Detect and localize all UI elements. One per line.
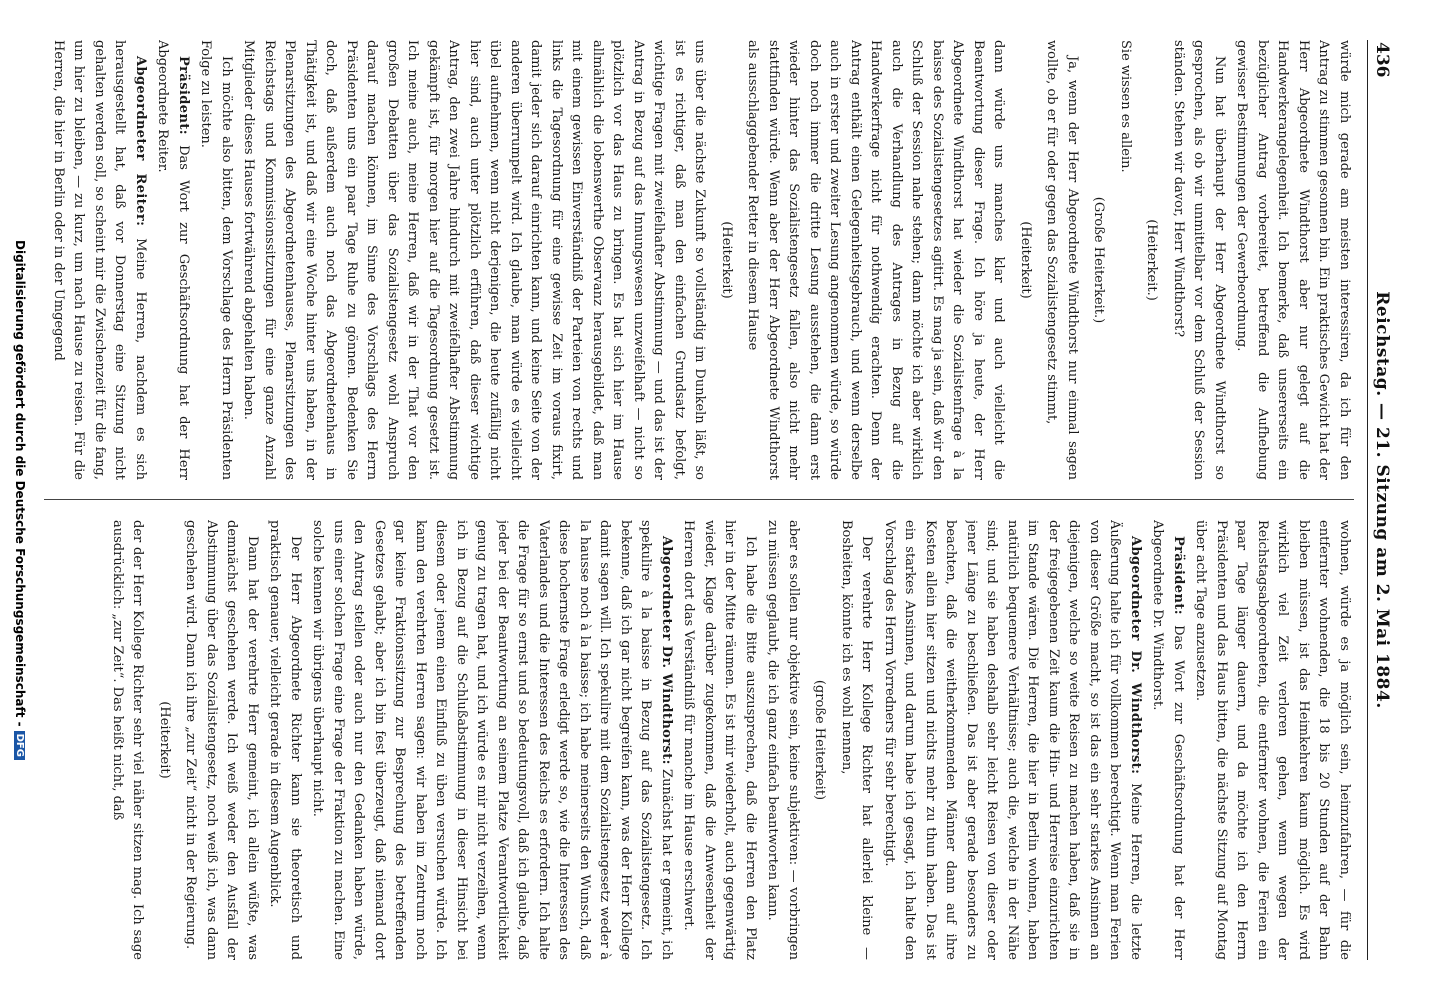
paragraph (836, 520, 877, 960)
interjection (1141, 40, 1162, 480)
paragraph-text: Meine Herren, nachdem es sich herausgestellt hat, daß vor Donnerstag eine Sitzung nicht gehalten werden soll, so scheint mir die Zwischenzeit für die fang, um hier zu bleiben, — zu kurz, um nach Hause zu reisen. Für die Herren, die hier in Berlin oder in der Umgegend (51, 40, 148, 480)
paragraph-text: dann würde uns manches klar und auch vielleicht die Beantwortung dieser Frage. Ich höre ja heute, der Herr Abgeordnete Windthorst hat wieder die Sozialistenfrage à la baisse des Sozialistengesetzes agitirt. Es mag ja sein, daß wir den Schluß der Session nahe stehen; dann möchte ich aber wirklich auch die Verhandlung des Antrages in Bezug auf die Handwerkerfrage nicht für nothwendig erachten. Denn der Antrag enthält einen Gelegenheitsgebrauch, und wenn derselbe auch in erster und zweiter Lesung angenommen würde, so würde doch noch immer die dritte Lesung ausstehen, die dann erst wieder hinter das Sozialistengesetz fallen, also nicht mehr stattfinden würde. Wenn aber der Herr Abgeordnete Windthorst als ausschlaggebender Retter in diesem Hause (745, 40, 1007, 480)
paragraph-text: uns über die nächste Zukunft so vollständig im Dunkeln läßt, so ist es richtiger, daß man den einfachen Grundsatz befolgt, wichtige Fragen mit zweifelhafter Abstimmung — und das ist der Antrag in Bezug auf das Innungswesen unzweifelhaft — nicht so plötzlich vor das Haus zu bringen. Es hat sich hier im Hause allmählich die lobenswerthe Observanz herausgebildet, daß man mit einem gewissen Einverständniß der Parteien von rechts und links die Tagesordnung für eine gewisse Zeit im voraus fixirt, damit jeder sich darauf einrichten kann, und keine Seite von der anderen überrumpelt wird. Ich glaube, man würde es vielleicht übel aufnehmen, wenn nicht derjenigen, die heute zufällig nicht hier sind, auch unter plötzlich erführen, daß dieser wichtige Antrag, den zwei Jahre hindurch mit zweifelhafter Abstimmung gekämpft ist, für morgen hier auf die Tagesordnung gesetzt ist. Ich meine auch, meine Herren, daß wir in der That vor den großen Debatten über das Sozialistengesetz wohl Anspruch darauf machen können, im Sinne des Vorschlags des Herrn Präsidenten uns ein paar Tage Ruhe zu gönnen. Bedenken Sie doch, daß außerdem auch noch das Abgeordnetenhaus in Thätigkeit ist, und daß wir eine Woche hinter uns haben, in der Plenarsitzungen des Abgeordnetenhauses, Plenarsitzungen des Reichstags und Kommissionssitzungen für eine ganze Anzahl Mitglieder dieses Hauses fortwährend abgehalten haben. (241, 40, 708, 480)
paragraph (48, 40, 151, 480)
paragraph (180, 520, 262, 960)
paragraph (742, 40, 1009, 480)
paragraph-text: (große Heiterkeit) (812, 679, 828, 801)
interjection (154, 520, 175, 960)
paragraph-text: Zunächst hat er gemeint, ich spekulire à la baisse in Bezug auf das Sozialistengesetz. Ich bekenne, daß ich gar nicht begreifen kann, was der Herr Kollege damit sagen will. Ich spekulire mit dem Sozialistengesetz weder à la hausse noch à la baisse; ich habe meinerseits den Wunsch, daß diese hochernste Frage erledigt werde so, wie die Interessen des Vaterlandes und die Interessen des Reichs es erfordern. Ich halte die Frage für so ernst und so bedeutungsvoll, daß ich glaube, daß jeder bei der Beantwortung an seinem Platze Verantwortlichkeit genug zu tragen hat, und ich würde es mir nicht verzeihen, wenn ich in Bezug auf die Schlußabstimmung in dieser Hinsicht bei diesem oder jenem einen Einfluß zu üben versuchen würde. Ich kann den verehrten Herren sagen: wir haben im Zentrum noch gar keine Fraktionssitzung zur Besprechung des betreffenden Gesetzes gehabt; aber ich bin fest überzeugt, daß niemand dort den Antrag stellen oder auch nur den Gedanken haben würde, uns einer solchen Frage eine Frage der Fraktion zu machen. Eine solche kennen wir übrigens überhaupt nicht. (310, 520, 674, 960)
paragraph (195, 40, 236, 480)
paragraph (1147, 520, 1188, 960)
paragraph (1231, 40, 1354, 480)
page-number: 436 (1372, 42, 1392, 78)
speaker-name: Abgeordneter Dr. Windthorst: (659, 536, 674, 765)
running-head (1367, 40, 1394, 960)
dfg-logo: DFG (14, 731, 25, 760)
paragraph (678, 520, 760, 960)
paragraph-text: Der Herr Abgeordnete Richter kann sie theoretisch und praktisch genauer, vielleicht gerade in diesem Augenblick. (267, 520, 303, 960)
paragraph-text: Das Wort zur Geschäftsordnung hat der Herr Abgeordnete Dr. Windthorst. (1150, 520, 1186, 960)
paragraph-text: wohnen, würde es ja möglich sein, heimzufahren, — für die entfernter wohnenden, die 18 bis 20 Stunden auf der Bahn bleiben müssen, ist das Heimkehren kaum möglich. Es wird wirklich viel Zeit verloren gehen, wenn wegen der Reichstagsabgeordneten, die entfernter wohnen, die Ferien ein paar Tage länger dauern, und da möchte ich den Herrn Präsidenten und das Haus bitten, die nächste Sitzung auf Montag über acht Tage anzusetzen. (1193, 520, 1352, 960)
paragraph-text: (Große Heiterkeit.) (1091, 196, 1107, 324)
paragraph (1168, 40, 1230, 480)
paragraph-text: Ich möchte also bitten, dem Vorschlage des Herrn Präsidenten Folge zu leisten. (198, 40, 234, 480)
interjection (716, 40, 737, 480)
paragraph-text: würde mich gerade am meisten interessiren, da ich für den Antrag zu stimmen gesonnen bin. Ein praktisches Gewicht hat der Herr Abgeordnete Windthorst aber nur gelegt auf die Handwerkerangelegenheit. Ich bemerke, daß unsererseits ein bezüglicher Antrag vorbereitet, betreffend die Aufhebung gewisser Bestimmungen der Gewerbeordnung. (1234, 40, 1352, 480)
column-divider (44, 499, 1354, 500)
speaker-name: Präsident: (1171, 536, 1186, 615)
interjection (1015, 40, 1036, 480)
paragraph-text: (Heiterkeit.) (1144, 219, 1160, 301)
right-column (44, 520, 1354, 960)
paragraph-text: Dann hat der verehrte Herr gemeint, ich allein wüßte, was demnächst geschehen werde. Ich weiß weder den Ausfall der Abstimmung über das Sozialistengesetz, noch weiß ich, was dann geschehen wird. Dann ich ihre „zur Zeit“ nicht in der Regierung. (183, 520, 260, 960)
paragraph-text: Der verehrte Herr Kollege Richter hat allerlei kleine — Bosheiten, könnte ich es wohl nennen, (839, 520, 875, 960)
paragraph (879, 520, 1146, 960)
interjection (809, 520, 830, 960)
paragraph-text: Meine Herren, die letzte Äußerung halte ich für vollkommen berechtigt. Wenn man Ferien von dieser Größe macht, so ist das ein sehr starkes Ansinnen an diejenigen, welche so weite Reisen zu machen haben, daß sie in der freigegebenen Zeit kaum die Hin- und Herreise einzurichten im Stande wären. Die Herren, die hier in Berlin wohnen, haben natürlich bequemere Verhältnisse; auch die, welche in der Nähe sind; und sie haben deshalb sehr leicht Reisen von dieser oder jener Länge zu beschließen. Das ist aber gerade besonders zu beachten, daß die weitherkommenden Männer dann auf ihre Kosten allein hier sitzen und nichts mehr zu thun haben. Das ist ein starkes Ansinnen, und darum habe ich gesagt, ich halte den Vorschlag des Herrn Vorredners für sehr berechtigt. (882, 520, 1143, 960)
digitization-credit (13, 0, 27, 1000)
speaker-name: Abgeordneter Dr. Windthorst: (1128, 536, 1143, 775)
paragraph (762, 520, 803, 960)
left-column (44, 40, 1354, 480)
paragraph (307, 520, 676, 960)
paragraph-text: Das Wort zur Geschäftsordnung hat der Herr Abgeordnete Reiter. (155, 40, 191, 480)
paragraph (1041, 40, 1082, 480)
interjection (1088, 40, 1109, 480)
paragraph-text: (Heiterkeit) (719, 221, 734, 299)
paragraph (152, 40, 193, 480)
paragraph (1190, 520, 1354, 960)
paragraph-text: Ja, wenn der Herr Abgeordnete Windthorst nur einmal sagen wollte, ob er für oder gegen das Sozialistengesetz stimmt, (1044, 40, 1080, 480)
paragraph (238, 40, 710, 480)
speaker-name: Präsident: (176, 56, 191, 135)
paragraph-text: der der Herr Kollege Richter sehr viel näher sitzen mag. Ich sage ausdrücklich: „zur Zeit“. Das heißt nicht, daß (110, 520, 146, 960)
paragraph (1115, 40, 1136, 480)
paragraph-text: Sie wissen es allein. (1118, 40, 1133, 173)
paragraph (264, 520, 305, 960)
paragraph-text: Nun hat überhaupt der Herr Abgeordnete Windthorst so gesprochen, als ob wir unmittelbar vor dem Schluß der Session ständen. Stehen wir davor, Herr Windthorst? (1171, 40, 1227, 480)
paragraph-text: (Heiterkeit) (1018, 221, 1033, 299)
paragraph-text: (Heiterkeit) (157, 701, 172, 779)
paragraph-text: aber es sollen nur objektive sein, keine subjektiven: — vorbringen zu müssen geglaubt, die ich ganz einfach beantworten kann. (765, 520, 801, 960)
paragraph-text: Ich habe die Bitte auszusprechen, daß die Herren den Platz hier in der Mitte räumen. Es ist mir wiederholt, auch gegenwärtig wieder, Klage darüber zugekommen, daß die Anwesenheit der Herren dort das Verständniß für manche im Hause erschwert. (681, 520, 758, 960)
running-title: Reichstag. — 21. Sitzung am 2. Mai 1884. (1372, 291, 1392, 709)
credit-text: Digitalisierung gefördert durch die Deutsche Forschungsgemeinschaft - (13, 240, 27, 727)
speaker-name: Abgeordneter Reiter: (133, 56, 148, 227)
paragraph (107, 520, 148, 960)
